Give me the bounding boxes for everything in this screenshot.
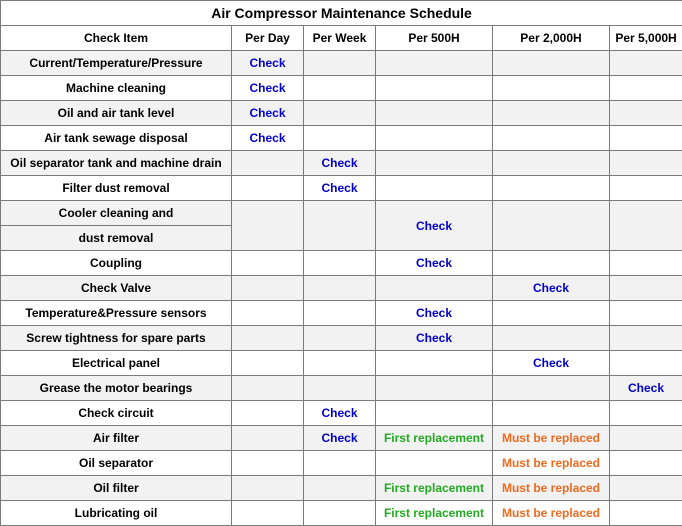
check-item: Lubricating oil xyxy=(1,501,232,526)
per-day-cell xyxy=(232,401,304,426)
check-item: Air filter xyxy=(1,426,232,451)
per-5000h-cell xyxy=(610,176,682,201)
table-row xyxy=(1,351,682,376)
table-row xyxy=(1,451,682,476)
check-item: Temperature&Pressure sensors xyxy=(1,301,232,326)
per-500h-cell xyxy=(376,176,493,201)
per-500h-cell xyxy=(376,401,493,426)
table-row xyxy=(1,376,682,401)
per-500h-cell xyxy=(376,151,493,176)
per-2000h-cell xyxy=(493,301,610,326)
per-2000h-cell xyxy=(493,101,610,126)
check-item: Air tank sewage disposal xyxy=(1,126,232,151)
table-row xyxy=(1,501,682,526)
table-row xyxy=(1,276,682,301)
per-2000h-cell xyxy=(493,51,610,76)
per-2000h-cell: Check xyxy=(493,351,610,376)
table-row xyxy=(1,201,682,226)
per-5000h-cell xyxy=(610,51,682,76)
per-500h-cell xyxy=(376,101,493,126)
check-item: Check Valve xyxy=(1,276,232,301)
per-day-cell xyxy=(232,351,304,376)
per-500h-cell xyxy=(376,51,493,76)
table-row xyxy=(1,476,682,501)
per-week-cell xyxy=(304,126,376,151)
table-row xyxy=(1,151,682,176)
per-5000h-cell xyxy=(610,276,682,301)
per-2000h-cell: Must be replaced xyxy=(493,501,610,526)
per-5000h-cell xyxy=(610,76,682,101)
per-500h-cell: First replacement xyxy=(376,426,493,451)
per-week-cell: Check xyxy=(304,151,376,176)
per-week-cell: Check xyxy=(304,176,376,201)
per-day-cell xyxy=(232,426,304,451)
per-day-cell xyxy=(232,176,304,201)
per-5000h-cell xyxy=(610,101,682,126)
per-2000h-cell: Must be replaced xyxy=(493,476,610,501)
per-week-cell: Check xyxy=(304,401,376,426)
check-item-line-2: dust removal xyxy=(1,226,232,251)
per-week-cell xyxy=(304,76,376,101)
per-day-cell: Check xyxy=(232,76,304,101)
per-2000h-cell: Must be replaced xyxy=(493,451,610,476)
check-item: Screw tightness for spare parts xyxy=(1,326,232,351)
table-row xyxy=(1,51,682,76)
table-row xyxy=(1,301,682,326)
per-2000h-cell xyxy=(493,151,610,176)
check-item: Oil separator tank and machine drain xyxy=(1,151,232,176)
header-row xyxy=(1,26,682,51)
per-2000h-cell xyxy=(493,376,610,401)
table-row xyxy=(1,126,682,151)
per-week-cell xyxy=(304,326,376,351)
per-5000h-cell xyxy=(610,201,682,251)
header-per-2000h: Per 2,000H xyxy=(493,26,610,51)
per-500h-cell: Check xyxy=(376,301,493,326)
per-day-cell: Check xyxy=(232,101,304,126)
per-2000h-cell xyxy=(493,201,610,251)
check-item: Electrical panel xyxy=(1,351,232,376)
per-week-cell xyxy=(304,276,376,301)
check-item: Coupling xyxy=(1,251,232,276)
per-day-cell xyxy=(232,476,304,501)
per-5000h-cell xyxy=(610,476,682,501)
per-week-cell: Check xyxy=(304,426,376,451)
per-5000h-cell xyxy=(610,126,682,151)
per-2000h-cell: Must be replaced xyxy=(493,426,610,451)
per-5000h-cell xyxy=(610,351,682,376)
per-500h-cell: Check xyxy=(376,201,493,251)
per-day-cell xyxy=(232,151,304,176)
per-week-cell xyxy=(304,476,376,501)
check-item: Check circuit xyxy=(1,401,232,426)
per-2000h-cell: Check xyxy=(493,276,610,301)
table-row xyxy=(1,426,682,451)
check-item: Oil separator xyxy=(1,451,232,476)
per-day-cell xyxy=(232,451,304,476)
header-per-500h: Per 500H xyxy=(376,26,493,51)
per-500h-cell xyxy=(376,351,493,376)
per-2000h-cell xyxy=(493,251,610,276)
per-day-cell: Check xyxy=(232,126,304,151)
table-row xyxy=(1,101,682,126)
per-2000h-cell xyxy=(493,126,610,151)
header-per-week: Per Week xyxy=(304,26,376,51)
per-day-cell xyxy=(232,501,304,526)
table-row xyxy=(1,251,682,276)
per-5000h-cell xyxy=(610,301,682,326)
per-2000h-cell xyxy=(493,401,610,426)
table-title: Air Compressor Maintenance Schedule xyxy=(1,1,682,26)
check-item-line-1: Cooler cleaning and xyxy=(1,201,232,226)
per-500h-cell xyxy=(376,76,493,101)
per-week-cell xyxy=(304,301,376,326)
per-week-cell xyxy=(304,51,376,76)
per-5000h-cell: Check xyxy=(610,376,682,401)
per-500h-cell xyxy=(376,126,493,151)
per-week-cell xyxy=(304,376,376,401)
header-per-day: Per Day xyxy=(232,26,304,51)
per-500h-cell: Check xyxy=(376,251,493,276)
per-day-cell xyxy=(232,376,304,401)
per-week-cell xyxy=(304,351,376,376)
per-500h-cell: First replacement xyxy=(376,501,493,526)
per-5000h-cell xyxy=(610,401,682,426)
per-5000h-cell xyxy=(610,426,682,451)
per-500h-cell xyxy=(376,376,493,401)
table-row xyxy=(1,401,682,426)
per-day-cell xyxy=(232,201,304,251)
check-item: Current/Temperature/Pressure xyxy=(1,51,232,76)
per-5000h-cell xyxy=(610,151,682,176)
check-item: Oil filter xyxy=(1,476,232,501)
per-day-cell xyxy=(232,326,304,351)
check-item: Oil and air tank level xyxy=(1,101,232,126)
per-500h-cell: Check xyxy=(376,326,493,351)
per-day-cell xyxy=(232,251,304,276)
per-week-cell xyxy=(304,501,376,526)
per-500h-cell xyxy=(376,276,493,301)
table-row xyxy=(1,76,682,101)
check-item: Machine cleaning xyxy=(1,76,232,101)
check-item: Grease the motor bearings xyxy=(1,376,232,401)
per-day-cell xyxy=(232,276,304,301)
per-week-cell xyxy=(304,251,376,276)
header-check-item: Check Item xyxy=(1,26,232,51)
per-5000h-cell xyxy=(610,451,682,476)
per-5000h-cell xyxy=(610,251,682,276)
per-day-cell xyxy=(232,301,304,326)
per-week-cell xyxy=(304,451,376,476)
per-500h-cell xyxy=(376,451,493,476)
header-per-5000h: Per 5,000H xyxy=(610,26,682,51)
per-day-cell: Check xyxy=(232,51,304,76)
per-500h-cell: First replacement xyxy=(376,476,493,501)
table-row xyxy=(1,326,682,351)
per-2000h-cell xyxy=(493,76,610,101)
per-2000h-cell xyxy=(493,326,610,351)
title-row xyxy=(1,1,682,26)
per-2000h-cell xyxy=(493,176,610,201)
per-week-cell xyxy=(304,101,376,126)
per-5000h-cell xyxy=(610,326,682,351)
check-item: Filter dust removal xyxy=(1,176,232,201)
table-row xyxy=(1,176,682,201)
per-5000h-cell xyxy=(610,501,682,526)
per-week-cell xyxy=(304,201,376,251)
